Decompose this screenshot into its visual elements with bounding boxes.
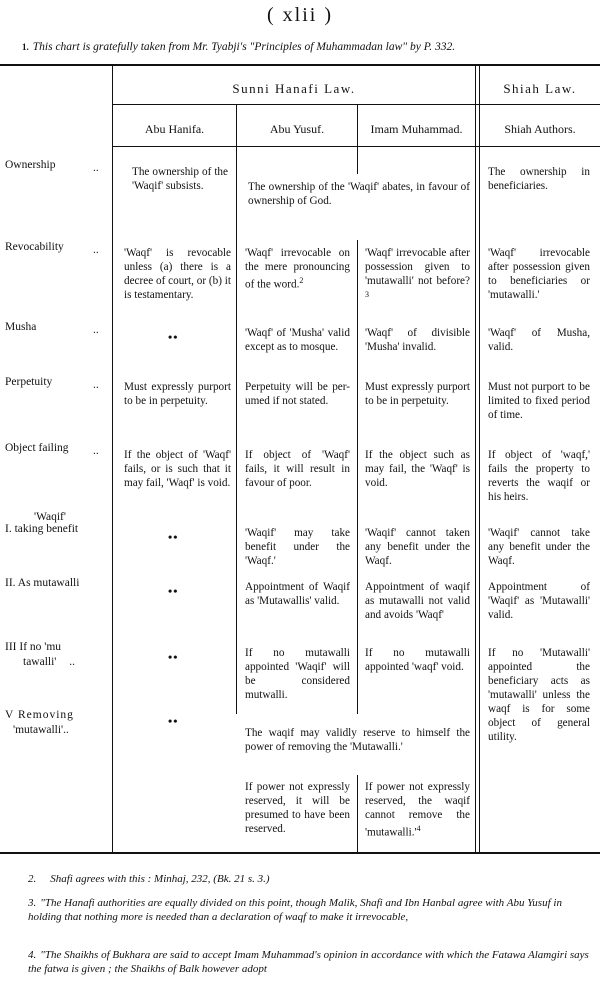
row-label-line-1: V Removing (5, 709, 74, 721)
empty-mark: •• (168, 330, 179, 344)
cell-musha-muhammad: 'Waqf' of divisible 'Musha' invalid. (365, 327, 470, 353)
cell-removing-muhammad (365, 780, 470, 840)
cell-object-failing-yusuf: If object of 'Waqf' fails, it will result in favour of poor. (245, 449, 350, 489)
cell-benefit-yusuf: 'Waqif' may take benefit under the 'Waqf.' (245, 527, 350, 567)
footnote-ref: 4 (416, 824, 421, 833)
cell-perpetuity-muhammad: Must expressly purport to be in perpetuity. (365, 381, 470, 407)
header-abu-hanifa: Abu Hanifa. (144, 122, 205, 136)
column-rule-muhammad-2 (479, 64, 480, 852)
row-label-text: Ownership (5, 159, 56, 171)
header-shiah-authors: Shiah Authors. (504, 122, 576, 136)
row-label-line-2 (5, 723, 110, 738)
cell-revocability-muhammad (365, 246, 470, 306)
page-number: ( xlii ) (267, 4, 333, 26)
column-rule-yusuf-2 (357, 240, 358, 714)
cell-benefit-shiah: 'Waqif' cannot take any benefit under the Waqf. (488, 527, 590, 567)
footnote-marker: 2. (28, 873, 37, 885)
row-label-text: tawalli' (23, 656, 57, 668)
cell-object-failing-hanifa: If the object of 'Waqf' fails, or is such that it may fail, 'Waqf' is void. (124, 449, 231, 489)
cell-text: 'Waqf' irrevocable on the mere pronouncing of the word. (245, 247, 350, 291)
row-label-taking-benefit: I. taking benefit (5, 523, 79, 535)
row-label-text: Perpetuity (5, 376, 53, 388)
cell-ifno-yusuf: If no mutawalli appointed 'Waqif' will be considered mutwalli. (245, 647, 350, 701)
footnote-text: Shafi agrees with this : Minhaj, 232, (Bk. 21 s. 3.) (50, 873, 270, 885)
row-label-text: Musha (5, 321, 37, 333)
cell-mutawalli-shiah: Appointment of 'Waqif' as 'Mutawalli' valid. (488, 581, 590, 621)
leader-dots: .. (93, 324, 99, 336)
leader-dots: .. (93, 445, 99, 457)
leader-dots: .. (63, 724, 69, 736)
row-label-object-failing (5, 441, 110, 456)
row-label-perpetuity (5, 375, 105, 390)
row-label-line-1: III If no 'mu (5, 641, 62, 653)
table-top-rule (0, 64, 600, 66)
cell-object-failing-shiah: If object of 'waqf,' fails the property to reverts the waqif or his heirs. (488, 449, 590, 503)
footnote-marker: 3. (28, 897, 37, 909)
cell-ownership-hanifa: The ownership of the 'Waqif' subsists. (132, 166, 228, 192)
source-note-text: This chart is gratefully taken from Mr. Tyabji's "Principles of Muhammadan law" by P. 332. (32, 41, 456, 53)
cell-revocability-shiah: 'Waqf' irrevocable after possession given to beneficiaries or 'mutawalli.' (488, 247, 590, 301)
column-rule-yusuf (357, 104, 358, 174)
row-label-waqif-title: 'Waqif' (34, 511, 66, 523)
column-rule-hanifa (236, 104, 237, 714)
column-rule-label (112, 64, 113, 852)
source-note-marker: 1. (22, 42, 29, 52)
cell-ownership-yusuf-muhammad: The ownership of the 'Waqif' abates, in favour of ownership of God. (248, 181, 470, 207)
cell-perpetuity-hanifa: Must expressly purport to be in perpetuity. (124, 381, 231, 407)
cell-revocability-yusuf (245, 246, 350, 292)
leader-dots: .. (93, 379, 99, 391)
cell-mutawalli-muhammad: Appointment of waqif as mutawalli not valid and avoids 'Waqf' (365, 581, 470, 621)
cell-text: 'Waqf' irrevocable after possession given to 'mutawalli' not before? (365, 247, 470, 287)
header-imam-muhammad: Imam Muhammad. (370, 122, 463, 136)
footnote-3 (28, 896, 592, 924)
row-label-text: 'mutawalli' (13, 724, 64, 736)
row-label-if-no-mutawalli (5, 640, 110, 670)
cell-musha-yusuf: 'Waqf' of 'Musha' valid except as to mosque. (245, 327, 350, 353)
empty-mark: •• (168, 584, 179, 598)
cell-musha-shiah: 'Waqf' of Musha, valid. (488, 327, 590, 353)
footnote-4 (28, 948, 592, 976)
cell-perpetuity-shiah: Must not purport to be limited to fixed period of time. (488, 381, 590, 421)
cell-revocability-hanifa: 'Waqf' is revocable unless (a) there is a decree of court, or (b) it is testamentary. (124, 247, 231, 301)
table-bottom-rule (0, 852, 600, 854)
row-label-line-2 (5, 655, 110, 670)
cell-ifno-shiah: If no 'Mutawalli' appointed the beneficiary acts as 'mutawalli' unless the waqf is for some object of general utility. (488, 647, 590, 743)
cell-removing-yusuf-muhammad: The waqif may validly reserve to himself the power of removing the 'Mutawalli.' (245, 727, 470, 753)
footnote-text: "The Shaikhs of Bukhara are said to accept Imam Muhammad's opinion in accordance with which the Fatawa Alamgiri says the fatwa is given ; the Shaikhs of Balk however adopt (28, 949, 589, 975)
cell-mutawalli-yusuf: Appointment of Waqif as 'Mutawallis' valid. (245, 581, 350, 607)
row-label-musha (5, 320, 105, 335)
column-rule-yusuf-3 (357, 775, 358, 852)
row-label-ownership (5, 158, 105, 173)
footnote-2 (28, 872, 588, 886)
footnote-text: "The Hanafi authorities are equally divided on this point, though Malik, Shafi and Ibn Hanbal agree with Abu Yusuf in holding that nothing more is needed than a declaration of waqf to make it irrevocable, (28, 897, 562, 923)
footnote-marker: 4. (28, 949, 37, 961)
header-abu-yusuf: Abu Yusuf. (269, 122, 325, 136)
row-label-text: Revocability (5, 241, 64, 253)
row-label-revocability (5, 240, 105, 255)
row-label-text: Object failing (5, 442, 69, 454)
header-shiah: Shiah Law. (503, 81, 577, 96)
leader-dots: .. (69, 656, 75, 668)
source-note (22, 41, 594, 53)
footnote-ref: 2 (299, 276, 304, 285)
cell-object-failing-muhammad: If the object such as may fail, the 'Waqf' is void. (365, 449, 470, 489)
leader-dots: .. (93, 162, 99, 174)
empty-mark: •• (168, 650, 179, 664)
cell-removing-yusuf: If power not expressly reserved, it will be presumed to have been reserved. (245, 781, 350, 835)
cell-benefit-muhammad: 'Waqif' cannot taken any benefit under the Waqf. (365, 527, 470, 567)
cell-perpetuity-yusuf: Perpetuity will be per-umed if not stated. (245, 381, 350, 407)
leader-dots: .. (93, 244, 99, 256)
row-label-removing (5, 708, 110, 738)
empty-mark: •• (168, 530, 179, 544)
header-sunni-hanafi: Sunni Hanafi Law. (232, 81, 356, 96)
row-label-as-mutawalli: II. As mutawalli (5, 577, 80, 589)
cell-ownership-shiah: The ownership in beneficiaries. (488, 166, 590, 192)
footnote-ref: 3 (365, 290, 369, 299)
cell-text: If power not expressly reserved, the waqif cannot remove the 'mutawalli.' (365, 781, 470, 839)
cell-ifno-muhammad: If no mutawalli appointed 'waqf' void. (365, 647, 470, 673)
empty-mark: •• (168, 714, 179, 728)
column-rule-muhammad (475, 64, 476, 852)
